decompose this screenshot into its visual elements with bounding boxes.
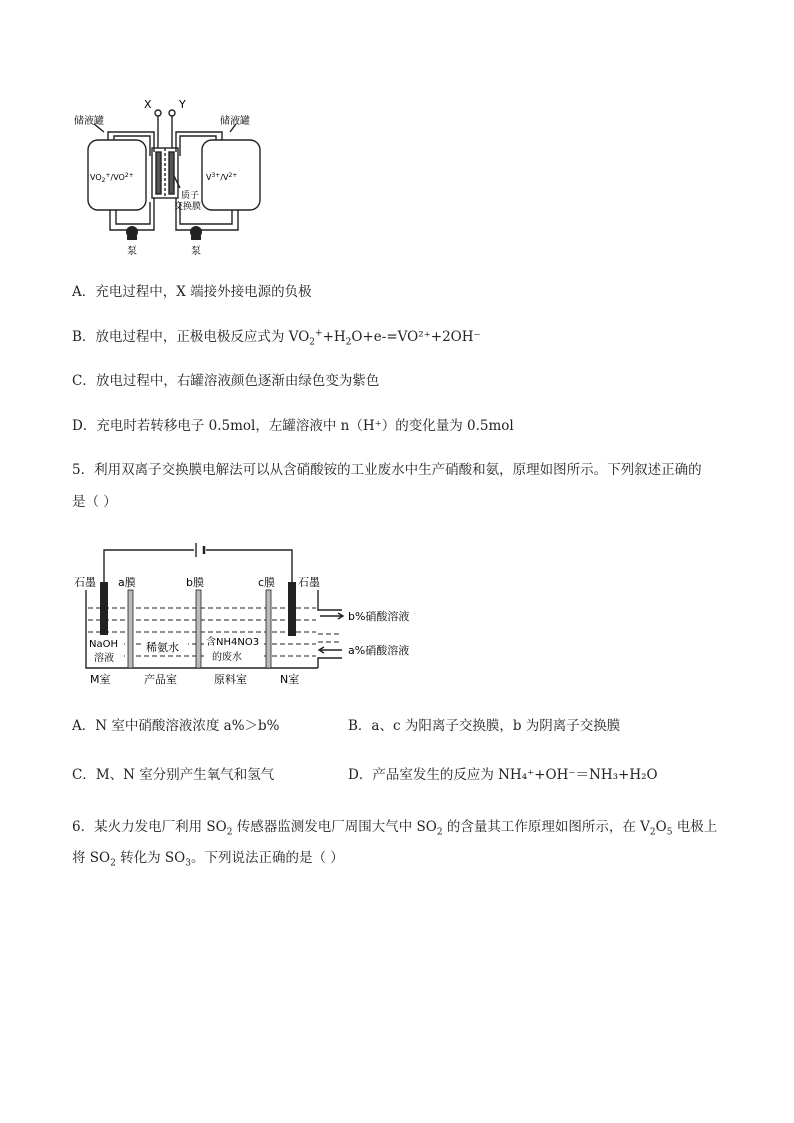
membrane-label-1: 质子 — [181, 191, 200, 201]
membrane-c-label: c膜 — [258, 576, 276, 589]
membrane-a-label: a膜 — [118, 576, 136, 589]
outlet-b-label: b%硝酸溶液 — [348, 610, 410, 623]
q6-stem-line2: 将 $SO_2$ 转化为 $SO_3$。下列说法正确的是（ ） — [72, 850, 344, 869]
q4-option-b: B．放电过程中，正极电极反应式为 $VO_2^++H_2O+e-=VO^{2+}+2OH^-$ — [72, 328, 481, 348]
membrane-a — [128, 590, 133, 668]
membrane-label-2: 交换膜 — [174, 202, 202, 212]
dilute-ammonia-label: 稀氨水 — [146, 641, 179, 654]
room-product-label: 产品室 — [144, 673, 177, 686]
q5-stem-line2: 是（ ） — [72, 494, 117, 510]
wastewater-label-1: 含NH4NO3 — [206, 637, 260, 648]
flow-battery-diagram — [70, 96, 290, 261]
room-n-label: N室 — [280, 673, 300, 686]
electrolysis-diagram — [72, 538, 432, 690]
membrane-b — [196, 590, 201, 668]
q4-option-c: C．放电过程中，右罐溶液颜色逐渐由绿色变为紫色 — [72, 373, 380, 389]
q6-stem-line1: 6．某火力发电厂利用 $SO_2$ 传感器监测发电厂周围大气中 $SO_2$ 的含量其工作原理如图所示，在 $V_2O_5$ 电极上 — [72, 819, 718, 838]
q5-stem-line1: 5．利用双离子交换膜电解法可以从含硝酸铵的工业废水中生产硝酸和氨，原理如图所示。下列叙述正确的 — [72, 462, 702, 478]
q4-option-a: A．充电过程中，X 端接外接电源的负极 — [72, 284, 312, 300]
label-y: Y — [179, 98, 186, 111]
q5-option-a: A．N 室中硝酸溶液浓度 a%＞b% — [72, 718, 280, 734]
pump-left-label: 泵 — [127, 246, 137, 257]
q5-option-d: D．产品室发生的反应为 NH₄⁺+OH⁻＝NH₃+H₂O — [348, 767, 658, 783]
membrane-c — [266, 590, 271, 668]
right-solution: $V^{3+}/V^{2+}$ — [206, 172, 238, 182]
pump-right-label: 泵 — [191, 246, 201, 257]
q5-option-b: B．a、c 为阳离子交换膜，b 为阴离子交换膜 — [348, 718, 621, 734]
q4-option-d: D．充电时若转移电子 0.5mol，左罐溶液中 n（H⁺）的变化量为 0.5mol — [72, 418, 514, 434]
membrane-b-label: b膜 — [186, 576, 204, 589]
left-graphite — [100, 582, 108, 636]
q5-option-c: C．M、N 室分别产生氧气和氢气 — [72, 767, 275, 783]
naoh-label-1: NaOH — [89, 639, 118, 650]
wastewater-label-2: 的废水 — [212, 652, 242, 663]
room-raw-label: 原料室 — [214, 673, 247, 686]
inlet-a-label: a%硝酸溶液 — [348, 644, 410, 657]
right-graphite — [288, 582, 296, 636]
left-solution: $VO_2^+/VO^{2+}$ — [90, 172, 134, 184]
graphite-left-label: 石墨 — [74, 576, 96, 589]
right-tank-label: 储液罐 — [220, 116, 250, 127]
naoh-label-2: 溶液 — [94, 653, 114, 664]
left-tank-label: 储液罐 — [74, 116, 104, 127]
graphite-right-label: 石墨 — [298, 576, 320, 589]
room-m-label: M室 — [90, 673, 111, 686]
label-x: X — [144, 98, 152, 111]
